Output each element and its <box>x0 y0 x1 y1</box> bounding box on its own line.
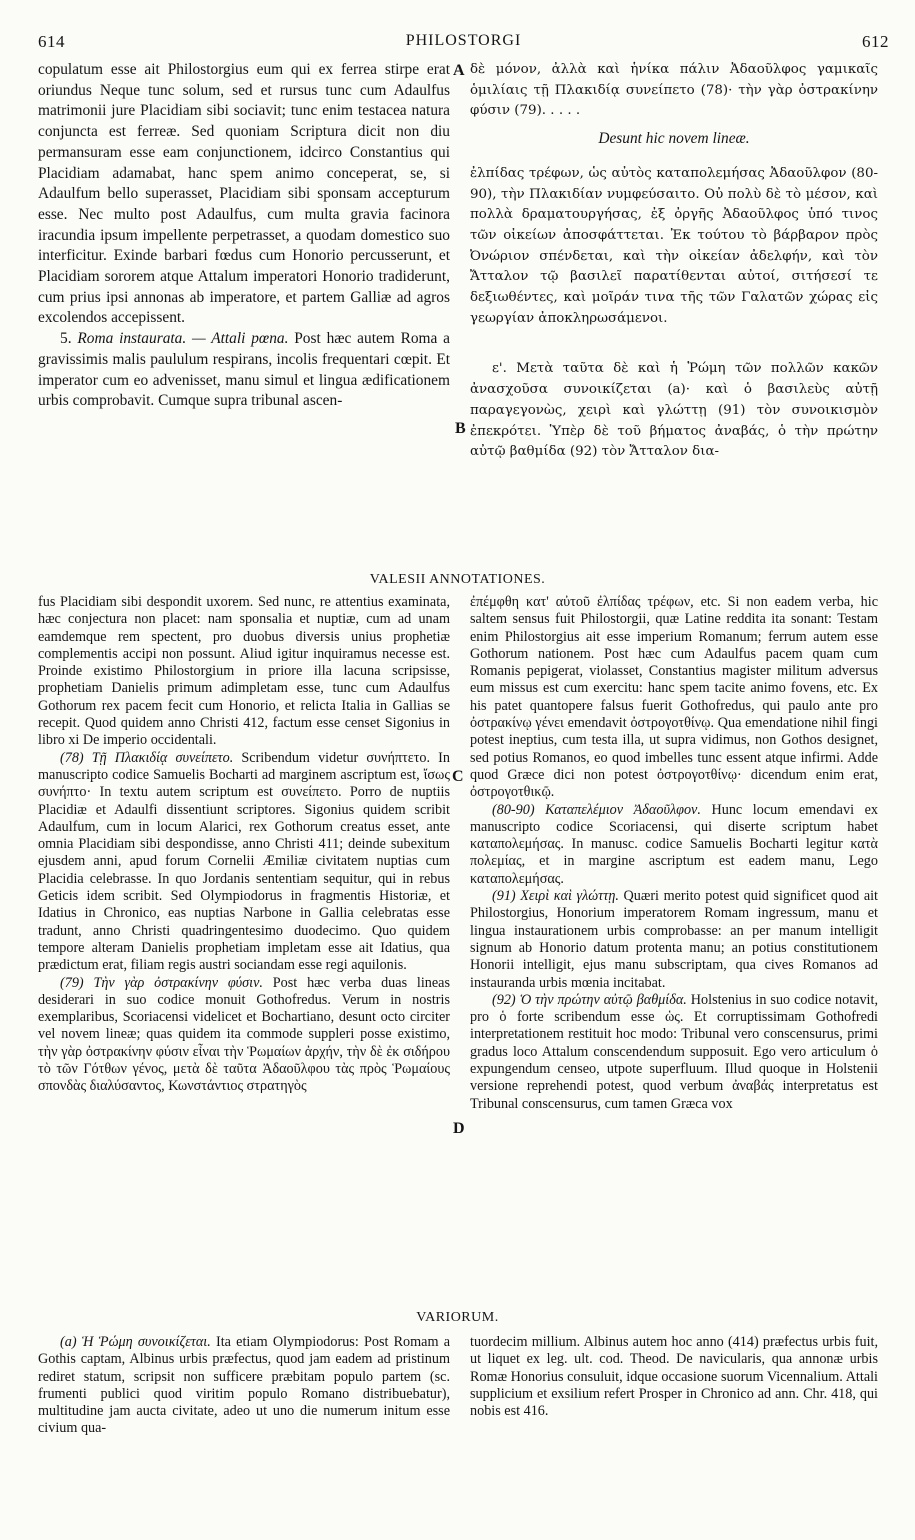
lacuna-note: Desunt hic novem lineæ. <box>598 130 750 148</box>
margin-letter-b: B <box>455 420 466 437</box>
note-92-text: Holstenius in suo codice notavit, pro ὁ forte scribendum esse ὡς. Et corruptissimam Gothofredi interpretationem restituit hoc modo: Tribunal vero conscensurus, primi gradus loco Attalum conscendendum supposuit. Ego vero articulum ὁ expungendum censeo, utpote superfluum. Illud quoque in Holstenii versione reprehendi potest, quod verbum ἀναβάς interpretatus est Tribunal conscensurus, cum tamen Græca vox <box>470 991 878 1112</box>
margin-letter-a: A <box>453 62 465 79</box>
note-79 <box>38 975 450 1096</box>
valesii-right-column <box>470 594 878 1113</box>
latin-text-column <box>38 60 450 412</box>
running-header <box>38 32 889 54</box>
greek-paragraph-2: ἐλπίδας τρέφων, ὡς αὐτὸς καταπολεμήσας Ἀδαοῦλφον (80-90), τὴν Πλακιδίαν νυμφεύσαιτο. Οὐ πολὺ δὲ τὸ μέσον, καὶ πολλὰ δραματουργήσας, ἐξ ὀργῆς Ἀδαοῦλφος ὑπό τινος τῶν οἰκείων ἀποσφάττεται. Ἐκ τούτου τὸ βάρβαρον πρὸς Ὀνώριον σπένδεται, καὶ τὴν οἰκείαν ἀδελφήν, καὶ τὸν Ἄτταλον τῷ βασιλεῖ παρατίθενται αὐτοί, σιτήσεσί τε δεξιωθέντες, καὶ μοῖράν τινα τῆς τῶν Γαλατῶν χώρας εἰς γεωργίαν ἀποκληρωσάμενοι. <box>470 165 878 326</box>
note-80-90 <box>470 802 878 888</box>
margin-letter-c: C <box>452 768 464 785</box>
note-92-lemma: (92) Ὁ τὴν πρώτην αὐτῷ βαθμίδα. <box>492 991 687 1008</box>
valesii-left-column <box>38 594 450 1096</box>
note-91-text: Quæri merito potest quid significet quod ait Philostorgius, Honorium imperatorem Romam ingressum, manu et lingua instaurationem urbis comprobasse: an per manum intelligit signum ab Honorio datum protenta manu; an potius constitutionem Honorii intelligit, ejus manu subscriptam, qua cives Romanos ad instauranda urbis mœnia incitabat. <box>470 888 878 991</box>
note-92 <box>470 992 878 1113</box>
note-80-90-lemma: (80-90) Καταπελέμιον Ἀδαοῦλφον. <box>492 801 701 818</box>
variorum-note-a-continued: tuordecim millium. Albinus autem hoc anno (414) præfectus urbis fuit, ut liquet ex leg. ult. cod. Theod. De navicularis, qua annonæ urbis Romæ Honorius consuluit, idque occasione suorum Vicennalium. Attali supplicium et exsilium refert Prosper in Chronico ad ann. Chr. 418, qui nobis est 416. <box>470 1334 878 1420</box>
note-79-text: Post hæc verba duas lineas desiderari in suo codice monuit Gothofredus. Verum in nostris exemplaribus, Scoriacensi videlicet et Bochartiano, desunt octo circiter vel novem lineæ; quas quidem ita commode suppleri posse existimo, τὴν γὰρ ὀστρακίνην φύσιν εἶναι τὴν Ῥωμαίων ἀρχήν, τὴν δὲ ἐκ σιδήρου τὸ τῶν Γότθων γένος, μετὰ δὲ ταῦτα Ἀδαοῦλφου τὰς πρὸς Ῥωμαίους σπονδὰς διαλύσαντος, Κωνστάντιος στρατηγὸς <box>38 974 451 1095</box>
variorum-note-a-lemma: (a) Ἡ Ῥώμη συνοικίζεται. <box>60 1334 211 1350</box>
note-80-90-text: Hunc locum emendavi ex manuscripto codice Scoriacensi, qui diserte scriptum habet καταπολεμήσας. In manusc. codice Samuelis Bocharti legitur κατὰ πολεμίας, et in margine ascriptum est eadem manu, Lego καταπολεμήσας. <box>470 801 878 887</box>
note-78-lemma: (78) Τῇ Πλακιδίᾳ συνείπετο. <box>60 749 234 766</box>
running-title: PHILOSTORGI <box>405 32 522 49</box>
chapter-text: Post hæc autem Roma a gravissimis malis paululum respirans, incolis frequentari cœpit. Et imperator cum eo advenisset, manu simul et lingua ædificationem urbis comprobavit. Cumque supra tribunal ascen- <box>38 330 450 410</box>
note-78-text: Scribendum videtur συνήπτετο. In manuscripto codice Samuelis Bocharti ad marginem ascriptum est, ἴσως συνήπτο· In textu autem scriptum est συνείπετο. Porro de nuptiis Placidiæ et Adaulfi dissentiunt scriptores. Sigonius quidem scribit Adaulfum, cum in locum Alarici, rex Gothorum creatus esset, ante omnia Placidiam sibi despondisse, anno Christi 411; deinde subexitum ejusdem anni, apud forum Cornelii Æmiliæ civitatem nuptias cum Placidia celebrasse. In quo Jordanis sententiam sequitur, qui in rebus Geticis idem scribit. Sed Olympiodorus in fragmentis Historiæ, et Idatius in Chronico, eas nuptias Narbone in Gallia celebratas esse tradunt, anno Christi quadringentesimo duodecimo. Quo quidem tempore alteram Danielis prophetiam impletam esse ait Idatius, qua prædictum erat, filiam regis austri sociandam esse regi aquilonis. <box>38 749 450 974</box>
latin-paragraph-2 <box>38 329 450 412</box>
variorum-note-a <box>38 1334 450 1438</box>
note-79-lemma: (79) Τὴν γὰρ ὀστρακίνην φύσιν. <box>60 974 263 991</box>
note-78 <box>38 750 450 975</box>
variorum-heading: VARIORUM. <box>416 1310 499 1325</box>
chapter-title: Roma instaurata. — Attali pœna. <box>77 330 289 348</box>
note-91-lemma: (91) Χειρὶ καὶ γλώττῃ. <box>492 888 619 905</box>
variorum-left-column <box>38 1334 450 1438</box>
greek-paragraph-3: ε'. Μετὰ ταῦτα δὲ καὶ ἡ Ῥώμη τῶν πολλῶν κακῶν ἀνασχοῦσα συνοικίζεται (a)· καὶ ὁ βασιλεὺς αὐτῇ παραγεγονὼς, χειρὶ καὶ γλώττῃ (91) τὸν συνοικισμὸν ἐπεκρότει. Ὑπὲρ δὲ τοῦ βήματος ἀναβάς, ὁ τὴν πρώτην αὐτῷ βαθμίδα (92) τὸν Ἄτταλον δια- <box>470 361 878 460</box>
note-91 <box>470 888 878 992</box>
right-page-number: 612 <box>862 32 889 51</box>
note-continuation-right: ἐπέμφθη κατ' αὐτοῦ ἐλπίδας τρέφων, etc. Si non eadem verba, hic saltem sensus fuit Philostorgii, quæ Latine reddita ita sonant: Testam enim Philostorgius ait esse imperium Romanum; ferrum autem esse Gothorum nationem. Post hæc cum Adaulfus pacem quam cum Romanis pepigerat, violasset, Constantius magister militum adversus eum missus est cum exercitu: hanc spem tacite animo fovens, etc. Ex his patet quantopere falsus fuerit Gothofredus, qui paulo ante pro ὀστρακίνῳ γένει emendavit ὀστρογοτθίνῳ. Qua emendatione nihil fingi potest ineptius, cum testa illa, ut supra vidimus, non Gothos designet, sed potius Romanos, eo quod imbelles tunc essent atque infirmi. Adde quod Græce dici non potest ὀστρογοτθίνῳ· dicendum enim erat, ὀστρογοτθικῷ. <box>470 594 878 801</box>
left-page-number: 614 <box>38 32 65 51</box>
greek-paragraph-1: δὲ μόνον, ἀλλὰ καὶ ἡνίκα πάλιν Ἀδαοῦλφος γαμικαῖς ὁμιλίαις τῇ Πλακιδίᾳ συνείπετο (78)· τὴν γὰρ ὀστρακίνην φύσιν (79). . . . . <box>470 62 878 119</box>
variorum-right-column <box>470 1334 878 1420</box>
greek-text-column <box>470 60 878 463</box>
latin-paragraph-1: copulatum esse ait Philostorgius eum qui ex ferrea stirpe erat oriundus Neque tunc solum, sed et rursus tunc cum Adaulfus matrimonii jure Placidiam sibi sociavit; tunc enim testacea natura conjuncta est ferreæ. Sed quoniam Scriptura dicit non diu permansuram esse eam conjunctionem, idcirco Constantius qui Placidiam adamabat, hanc spem animo conceperat, se, si Adaulfum bello superasset, Placidiam sibi sponsam accepturum esse. Nec multo post Adaulfus, cum multa gravia facinora iracundia ipsum impellente perpetrasset, a quodam domestico suo interficitur. Exinde barbari fœdus cum Honorio percusserunt, et Placidiam sororem atque Attalum imperatori Honorio tradiderunt, cum prius ipsi annonas ab imperatore, et partem Galliæ ad agros excolendos accepissent. <box>38 61 450 327</box>
chapter-number: 5. <box>60 330 72 348</box>
variorum-note-a-text: Ita etiam Olympiodorus: Post Romam a Gothis captam, Albinus urbis præfectus, quod jam eadem ad pristinum rediret statum, scripsit non sufficere præbitam populo partem (sc. frumenti publici quod viritim populo Romano distribuebatur), multitudine jam aucta civitate, adeo ut uno die numerum initum esse civium qua- <box>38 1334 451 1437</box>
margin-letter-d: D <box>453 1120 465 1137</box>
valesii-heading: VALESII ANNOTATIONES. <box>369 572 546 587</box>
note-continuation: fus Placidiam sibi despondit uxorem. Sed nunc, re attentius examinata, hæc conjectura non placet: nam sponsalia et nuptiæ, cum ad unam eamdemque rem spectent, pro duobus diversis unius prophetiæ complementis accipi non possunt. Aliud igitur inquiramus necesse est. Proinde existimo Philostorgium in priore illa lacuna scripsisse, prophetiam Danielis primum adimpletam esse, tunc cum Adaulfus Gothorum rex pacem fecit cum Honorio, et relicta Italia in Gallias se recepit. Quod quidem anno Christi 412, factum esse censet Sigonius in libro xi De imperio occidentali. <box>38 594 450 749</box>
